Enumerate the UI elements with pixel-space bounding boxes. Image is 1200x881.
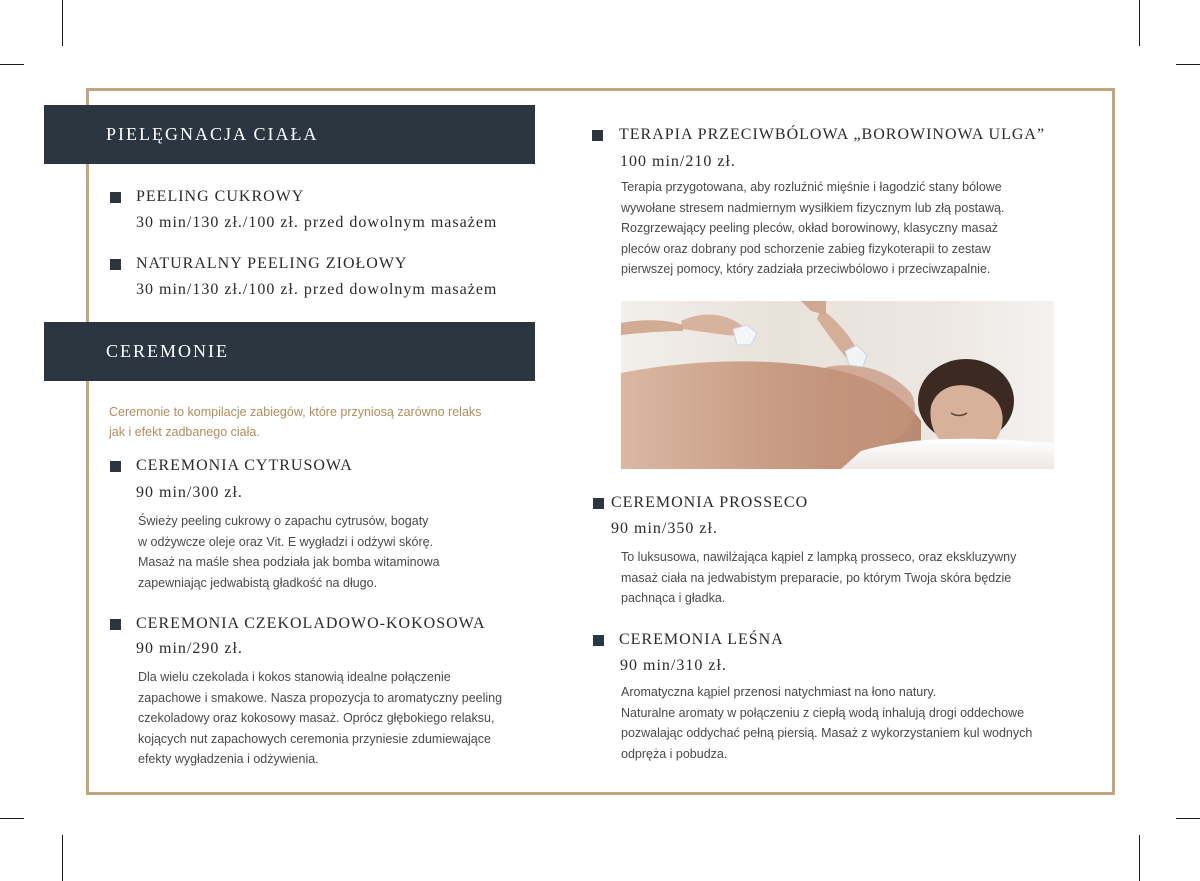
bullet-square — [110, 619, 121, 630]
treatment-price: 90 min/290 zł. — [136, 640, 243, 657]
banner-title: CEREMONIE — [106, 341, 229, 361]
treatment-price: 30 min/130 zł./100 zł. przed dowolnym masażem — [136, 281, 498, 298]
treatment-price: 30 min/130 zł./100 zł. przed dowolnym masażem — [136, 214, 498, 231]
desc-line: zapewniając jedwabistą gładkość na długo. — [138, 575, 378, 590]
crop-mark — [1139, 835, 1140, 881]
treatment-price: 90 min/350 zł. — [611, 520, 718, 537]
treatment-name: PEELING CUKROWY — [136, 188, 305, 205]
intro-line: Ceremonie to kompilacje zabiegów, które przyniosą zarówno relaks — [109, 405, 482, 419]
desc-line: pozwalając oddychać pełną piersią. Masaż z wykorzystaniem kul wodnych — [621, 726, 1033, 740]
treatment-price: 100 min/210 zł. — [620, 153, 736, 170]
treatment-description — [138, 511, 440, 593]
bullet-square — [110, 461, 121, 472]
crop-mark — [62, 0, 63, 46]
treatment-name: NATURALNY PEELING ZIOŁOWY — [136, 255, 408, 272]
ceremonies-intro — [109, 402, 481, 442]
desc-line: masaż ciała na jedwabistym preparacie, po którym Twoja skóra będzie — [621, 570, 1012, 585]
banner-title: PIELĘGNACJA CIAŁA — [106, 124, 319, 144]
desc-line: Świeży peeling cukrowy o zapachu cytrusów, bogaty — [138, 514, 429, 528]
treatment-name: CEREMONIA CYTRUSOWA — [136, 457, 353, 474]
desc-line: wywołane stresem nadmiernym wysiłkiem fizycznym lub złą postawą. — [621, 200, 1005, 215]
banner-ceremonies — [44, 322, 535, 381]
bullet-square — [593, 635, 604, 646]
desc-line: To luksusowa, nawilżająca kąpiel z lampką prosseco, oraz ekskluzywny — [621, 550, 1017, 564]
treatment-name: CEREMONIA LEŚNA — [619, 631, 784, 648]
bullet-square — [110, 192, 121, 203]
intro-line: jak i efekt zadbanego ciała. — [109, 425, 260, 439]
treatment-description — [621, 177, 1004, 280]
desc-line: pleców oraz dobrany pod schorzenie zabieg fizykoterapii to zestaw — [621, 241, 991, 256]
treatment-name: TERAPIA PRZECIWBÓLOWA „BOROWINOWA ULGA” — [619, 126, 1046, 143]
desc-line: efekty wygładzenia i odżywienia. — [138, 752, 319, 766]
desc-line: zapachowe i smakowe. Nasza propozycja to aromatyczny peeling — [138, 690, 503, 705]
treatment-price: 90 min/310 zł. — [620, 657, 727, 674]
crop-mark — [62, 835, 63, 881]
desc-line: Aromatyczna kąpiel przenosi natychmiast na łono natury. — [621, 685, 937, 699]
bullet-square — [592, 130, 603, 141]
treatment-description — [621, 682, 1032, 764]
massage-illustration — [621, 301, 1054, 469]
crop-mark — [0, 818, 24, 819]
desc-line: Rozgrzewający peeling pleców, okład borowinowy, klasyczny masaż — [621, 221, 999, 235]
desc-line: kojących nut zapachowych ceremonia przyniesie zdumiewające — [138, 731, 491, 746]
crop-mark — [0, 64, 24, 65]
treatment-name: CEREMONIA CZEKOLADOWO-KOKOSOWA — [136, 615, 486, 632]
desc-line: Dla wielu czekolada i kokos stanowią idealne połączenie — [138, 670, 451, 684]
crop-mark — [1139, 0, 1140, 46]
crop-mark — [1176, 64, 1200, 65]
crop-mark — [1176, 818, 1200, 819]
desc-line: pachnąca i gładka. — [621, 591, 726, 605]
treatment-price: 90 min/300 zł. — [136, 484, 243, 501]
desc-line: czekoladowy oraz kokosowy masaż. Oprócz głębokiego relaksu, — [138, 711, 495, 725]
massage-photo — [621, 301, 1054, 469]
bullet-square — [110, 259, 121, 270]
treatment-description — [621, 547, 1016, 609]
desc-line: odpręża i pobudza. — [621, 746, 728, 761]
treatment-name: CEREMONIA PROSSECO — [611, 494, 809, 511]
desc-line: Naturalne aromaty w połączeniu z ciepłą wodą inhalują drogi oddechowe — [621, 705, 1025, 720]
banner-body-care — [44, 105, 535, 164]
desc-line: Masaż na maśle shea podziała jak bomba witaminowa — [138, 555, 440, 569]
treatment-description — [138, 667, 502, 770]
desc-line: w odżywcze oleje oraz Vit. E wygładzi i odżywi skórę. — [138, 534, 434, 549]
desc-line: pierwszej pomocy, który zadziała przeciwbólowo i przeciwzapalnie. — [621, 262, 991, 276]
bullet-square — [593, 498, 604, 509]
desc-line: Terapia przygotowana, aby rozluźnić mięśnie i łagodzić stany bólowe — [621, 180, 1002, 194]
